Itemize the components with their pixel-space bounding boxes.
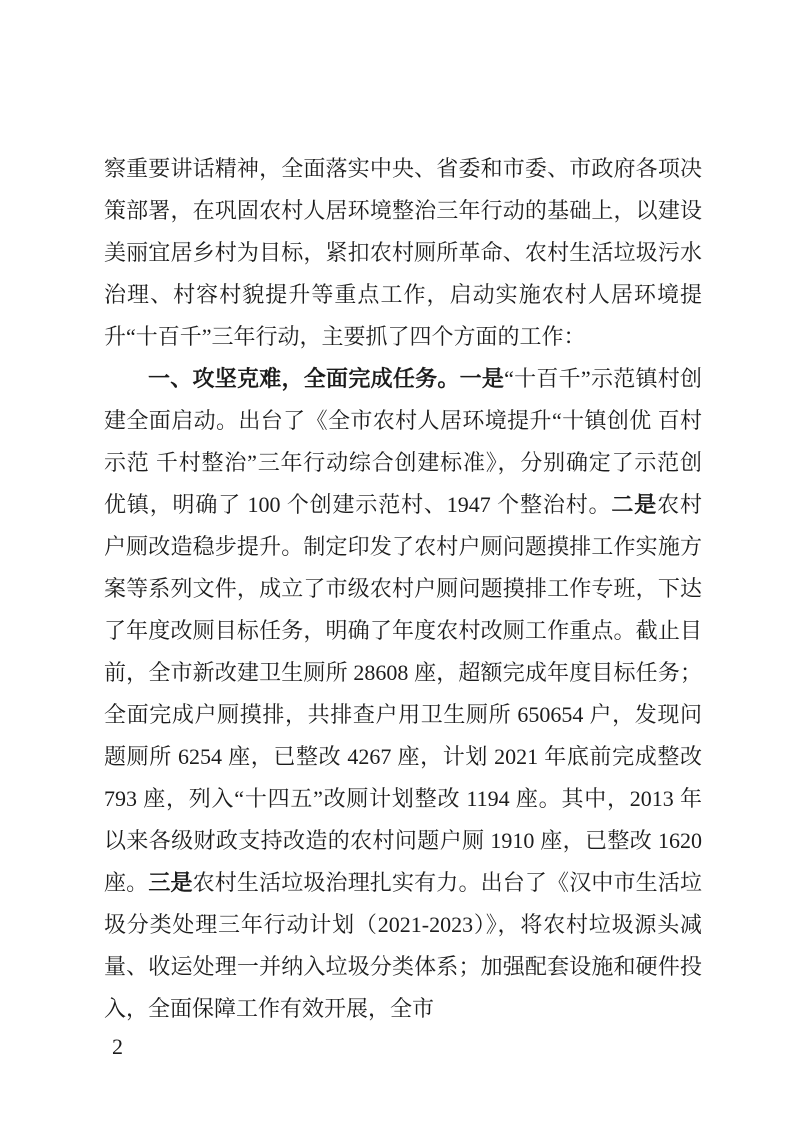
paragraph — [104, 358, 702, 1030]
text-run: “十百千”示范镇村创建全面启动。出台了《全市农村人居环境提升“十镇创优 百村示范 千村整治”三年行动综合创建标准》，分别确定了示范创优镇，明确了 100 个创建示范村、1947 个整治村。 — [104, 366, 702, 517]
document-body — [104, 148, 702, 1030]
bold-text-run: 一是 — [459, 366, 505, 391]
bold-text-run: 二是 — [611, 492, 658, 517]
bold-text-run: 一、攻坚克难，全面完成任务。 — [148, 366, 460, 391]
bold-text-run: 三是 — [148, 870, 193, 895]
paragraph — [104, 148, 702, 358]
page-number: 2 — [112, 1034, 123, 1059]
text-run: 农村生活垃圾治理扎实有力。出台了《汉中市生活垃圾分类处理三年行动计划（2021-2023）》，将农村垃圾源头减量、收运处理一并纳入垃圾分类体系；加强配套设施和硬件投入，全面保障工作有效开展，全市 — [104, 870, 702, 1021]
text-run: 察重要讲话精神，全面落实中央、省委和市委、市政府各项决策部署，在巩固农村人居环境整治三年行动的基础上，以建设美丽宜居乡村为目标，紧扣农村厕所革命、农村生活垃圾污水治理、村容村貌提升等重点工作，启动实施农村人居环境提升“十百千”三年行动，主要抓了四个方面的工作： — [104, 156, 702, 349]
text-run: 农村户厕改造稳步提升。制定印发了农村户厕问题摸排工作实施方案等系列文件，成立了市级农村户厕问题摸排工作专班，下达了年度改厕目标任务，明确了年度农村改厕工作重点。截止目前，全市新改建卫生厕所 28608 座，超额完成年度目标任务；全面完成户厕摸排，共排查户用卫生厕所 650654 户，发现问题厕所 6254 座，已整改 4267 座，计划 2021 年底前完成整改 793 座，列入“十四五”改厕计划整改 1194 座。其中，2013 年以来各级财政支持改造的农村问题户厕 1910 座，已整改 1620 座。 — [104, 492, 702, 895]
